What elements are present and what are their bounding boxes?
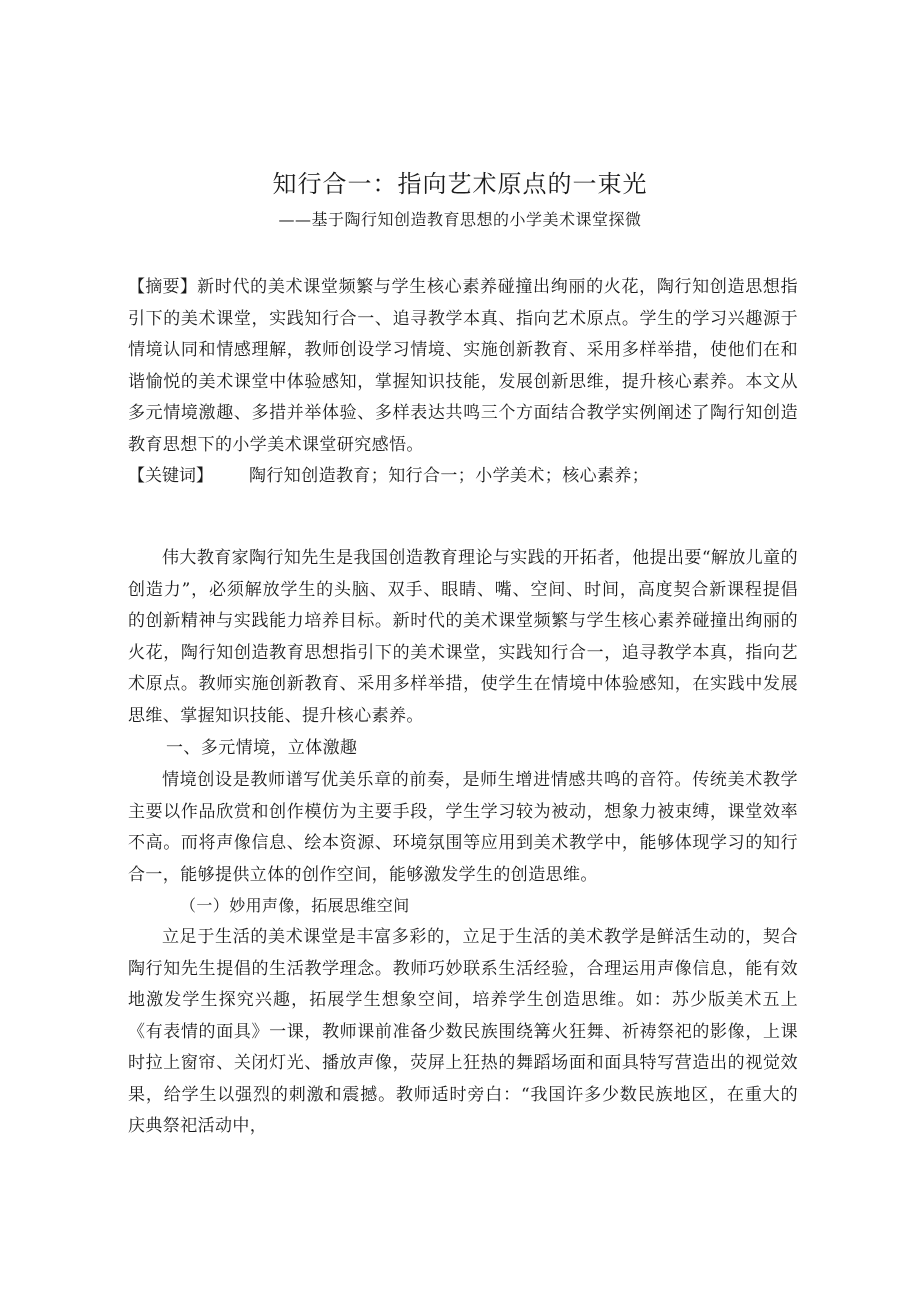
- intro-paragraph: 伟大教育家陶行知先生是我国创造教育理论与实践的开拓者，他提出要“解放儿童的创造力”，必须解放学生的头脑、双手、眼睛、嘴、空间、时间，高度契合新课程提倡的创新精神与实践能力培养目标。新时代的美术课堂频繁与学生核心素养碰撞出绚丽的火花，陶行知创造教育思想指引下的美术课堂，实践知行合一，追寻教学本真，指向艺术原点。教师实施创新教育、采用多样举措，使学生在情境中体验感知，在实践中发展思维、掌握知识技能、提升核心素养。: [128, 548, 798, 726]
- section-heading-1: 一、多元情境，立体激趣: [166, 738, 358, 758]
- keywords-label: 【关键词】: [128, 466, 213, 486]
- subsection-1-paragraph: 立足于生活的美术课堂是丰富多彩的，立足于生活的美术教学是鲜活生动的，契合陶行知先生提倡的生活教学理念。教师巧妙联系生活经验，合理运用声像信息，能有效地激发学生探究兴趣，拓展学生想象空间，培养学生创造思维。如：苏少版美术五上《有表情的面具》一课，教师课前准备少数民族围绕篝火狂舞、祈祷祭祀的影像，上课时拉上窗帘、关闭灯光、播放声像，荧屏上狂热的舞蹈场面和面具特写营造出的视觉效果，给学生以强烈的刺激和震撼。教师适时旁白：“我国许多少数民族地区，在重大的庆典祭祀活动中，: [128, 927, 798, 1136]
- keywords-line: [128, 461, 798, 493]
- abstract-paragraph: [128, 272, 798, 461]
- section-1-paragraph: 情境创设是教师谱写优美乐章的前奏，是师生增进情感共鸣的音符。传统美术教学主要以作品欣赏和创作模仿为主要手段，学生学习较为被动，想象力被束缚，课堂效率不高。而将声像信息、绘本资源、环境氛围等应用到美术教学中，能够体现学习的知行合一，能够提供立体的创作空间，能够激发学生的创造思维。: [128, 770, 798, 885]
- keywords-text: 陶行知创造教育；知行合一；小学美术；核心素养；: [249, 466, 650, 486]
- abstract-text: 新时代的美术课堂频繁与学生核心素养碰撞出绚丽的火花，陶行知创造思想指引下的美术课堂，实践知行合一、追寻教学本真、指向艺术原点。学生的学习兴趣源于情境认同和情感理解，教师创设学习情境、实施创新教育、采用多样举措，使他们在和谐愉悦的美术课堂中体验感知，掌握知识技能，发展创新思维，提升核心素养。本文从多元情境激趣、多措并举体验、多样表达共鸣三个方面结合教学实例阐述了陶行知创造教育思想下的小学美术课堂研究感悟。: [128, 277, 798, 455]
- subsection-heading-1: （一）妙用声像，拓展思维空间: [180, 896, 410, 915]
- abstract-label: 【摘要】: [128, 277, 198, 297]
- document-subtitle: ——基于陶行知创造教育思想的小学美术课堂探微: [278, 210, 642, 229]
- document-title: 知行合一：指向艺术原点的一束光: [272, 170, 648, 198]
